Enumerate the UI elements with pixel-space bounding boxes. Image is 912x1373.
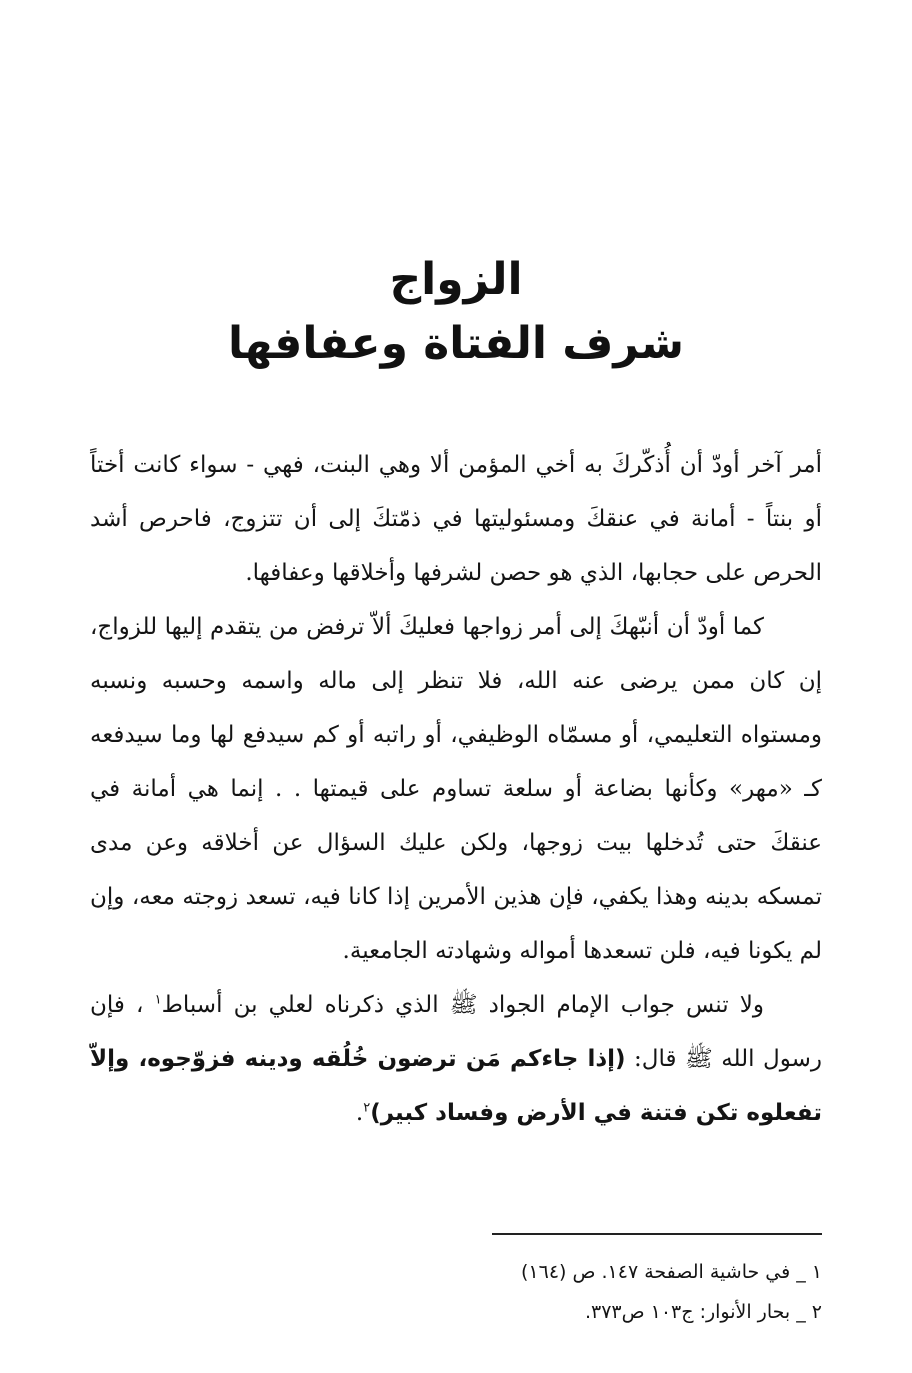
footnotes: [90, 1252, 822, 1332]
hadith-quote: (إذا جاءكم مَن ترضون خُلُقه ودينه فزوّجوه، وإلاّ تفعلوه تكن فتنة في الأرض وفساد كبير): [90, 1046, 822, 1126]
footnote-ref-2: ٢: [363, 1100, 371, 1116]
footnote-ref-1: ١: [154, 992, 162, 1008]
body-text: [90, 438, 822, 1140]
paragraph-3-intro: ولا تنس جواب الإمام الجواد ﷺ الذي ذكرناه لعلي بن أسباط: [161, 992, 764, 1018]
paragraph-2: كما أودّ أن أنبّهكَ إلى أمر زواجها فعليكَ ألاّ ترفض من يتقدم إليها للزواج، إن كان ممن يرضى عنه الله، فلا تنظر إلى ماله واسمه وحسبه ونسبه ومستواه التعليمي، أو مسمّاه الوظيفي، أو راتبه أو كم سيدفع لها وما سيدفعه كـ «مهر» وكأنها بضاعة أو سلعة تساوم على قيمتها . . إنما هي أمانة في عنقكَ حتى تُدخلها بيت زوجها، ولكن عليك السؤال عن أخلاقه وعن مدى تمسكه بدينه وهذا يكفي، فإن هذين الأمرين إذا كانا فيه، تسعد زوجته معه، وإن لم يكونا فيه، فلن تسعدها أمواله وشهادته الجامعية.: [90, 614, 822, 964]
footnote-2: ٢ _ بحار الأنوار: ج١٠٣ ص٣٧٣.: [584, 1301, 822, 1323]
footnote-divider: [492, 1233, 822, 1235]
paragraph-3-end: .: [355, 1100, 364, 1126]
paragraph-3: [90, 978, 822, 1140]
chapter-subtitle: شرف الفتاة وعفافها: [227, 318, 685, 369]
chapter-heading: [0, 248, 912, 376]
paragraph-1: أمر آخر أودّ أن أُذكّركَ به أخي المؤمن ألا وهي البنت، فهي - سواء كانت أختاً أو بنتاً - أمانة في عنقكَ ومسئوليتها في ذمّتكَ إلى أن تتزوج، فاحرص أشد الحرص على حجابها، الذي هو حصن لشرفها وأخلاقها وعفافها.: [90, 452, 822, 586]
chapter-title: الزواج: [389, 254, 523, 305]
footnote-1: ١ _ في حاشية الصفحة ١٤٧. ص (١٦٤): [520, 1261, 822, 1283]
paragraph-3-continuation: ، فإن رسول الله ﷺ قال:: [90, 992, 823, 1072]
